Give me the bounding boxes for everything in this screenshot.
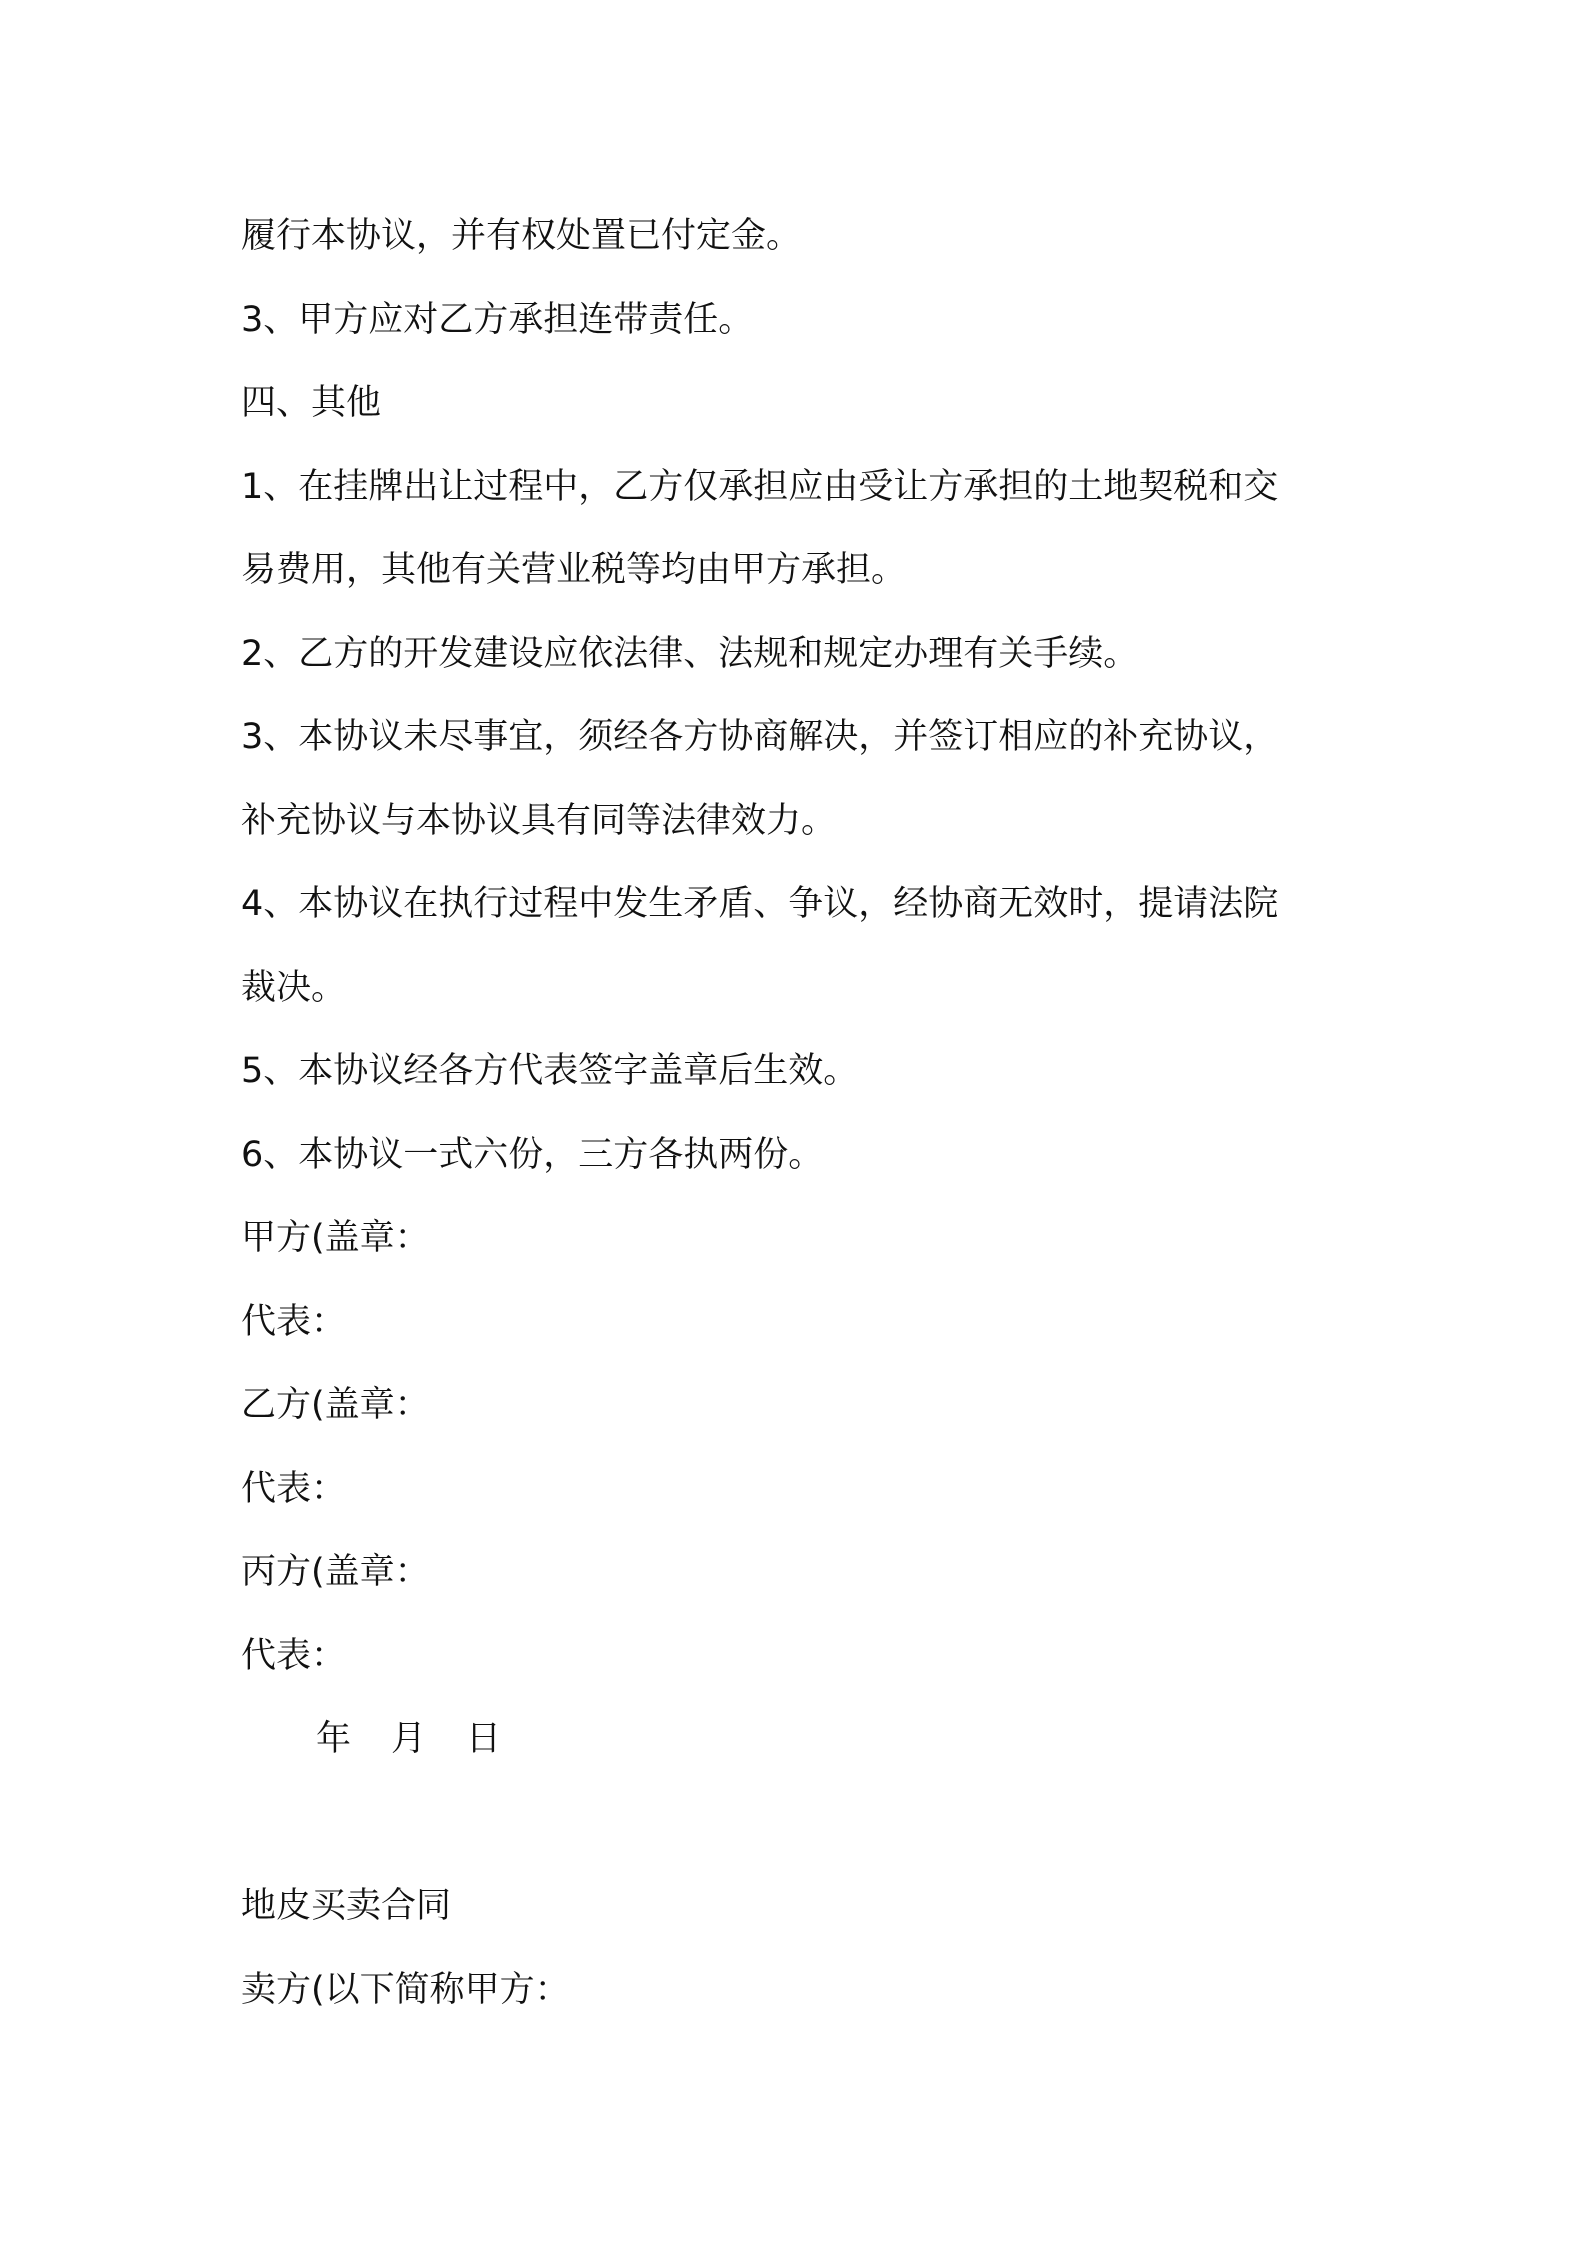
clause-1-line-1: 1、在挂牌出让过程中，乙方仅承担应由受让方承担的土地契税和交 xyxy=(241,466,1279,507)
clause-6: 6、本协议一式六份，三方各执两份。 xyxy=(241,1134,824,1175)
party-b-seal: 乙方(盖章： xyxy=(241,1385,430,1425)
clause-4-line-1: 4、本协议在执行过程中发生矛盾、争议，经协商无效时，提请法院 xyxy=(241,884,1279,924)
clause-3-line-1: 3、本协议未尽事宜，须经各方协商解决，并签订相应的补充协议， xyxy=(241,717,1279,757)
clause-2: 2、乙方的开发建设应依法律、法规和规定办理有关手续。 xyxy=(241,633,1139,674)
party-a-seal: 甲方(盖章： xyxy=(241,1218,430,1258)
blank-line xyxy=(241,1782,1361,1866)
party-b-representative: 代表： xyxy=(241,1468,347,1509)
date-line xyxy=(241,1698,1361,1782)
date-month: 月 xyxy=(391,1719,427,1759)
section-heading-other: 四、其他 xyxy=(241,383,382,423)
date-day: 日 xyxy=(466,1719,502,1759)
clause-4-line-2: 裁决。 xyxy=(241,967,347,1008)
document-body xyxy=(241,195,1361,2032)
seller-line: 卖方(以下简称甲方： xyxy=(241,1969,570,2010)
clause-1-line-2: 易费用，其他有关营业税等均由甲方承担。 xyxy=(241,550,907,590)
party-c-seal: 丙方(盖章： xyxy=(241,1552,430,1592)
party-c-representative: 代表： xyxy=(241,1635,347,1676)
paragraph-line: 履行本协议，并有权处置已付定金。 xyxy=(241,216,802,256)
party-a-representative: 代表： xyxy=(241,1301,347,1342)
clause-3-joint-liability: 3、甲方应对乙方承担连带责任。 xyxy=(241,299,754,340)
clause-5: 5、本协议经各方代表签字盖章后生效。 xyxy=(241,1051,859,1091)
contract-title: 地皮买卖合同 xyxy=(241,1886,452,1926)
date-year: 年 xyxy=(316,1719,352,1759)
clause-3-line-2: 补充协议与本协议具有同等法律效力。 xyxy=(241,800,837,841)
